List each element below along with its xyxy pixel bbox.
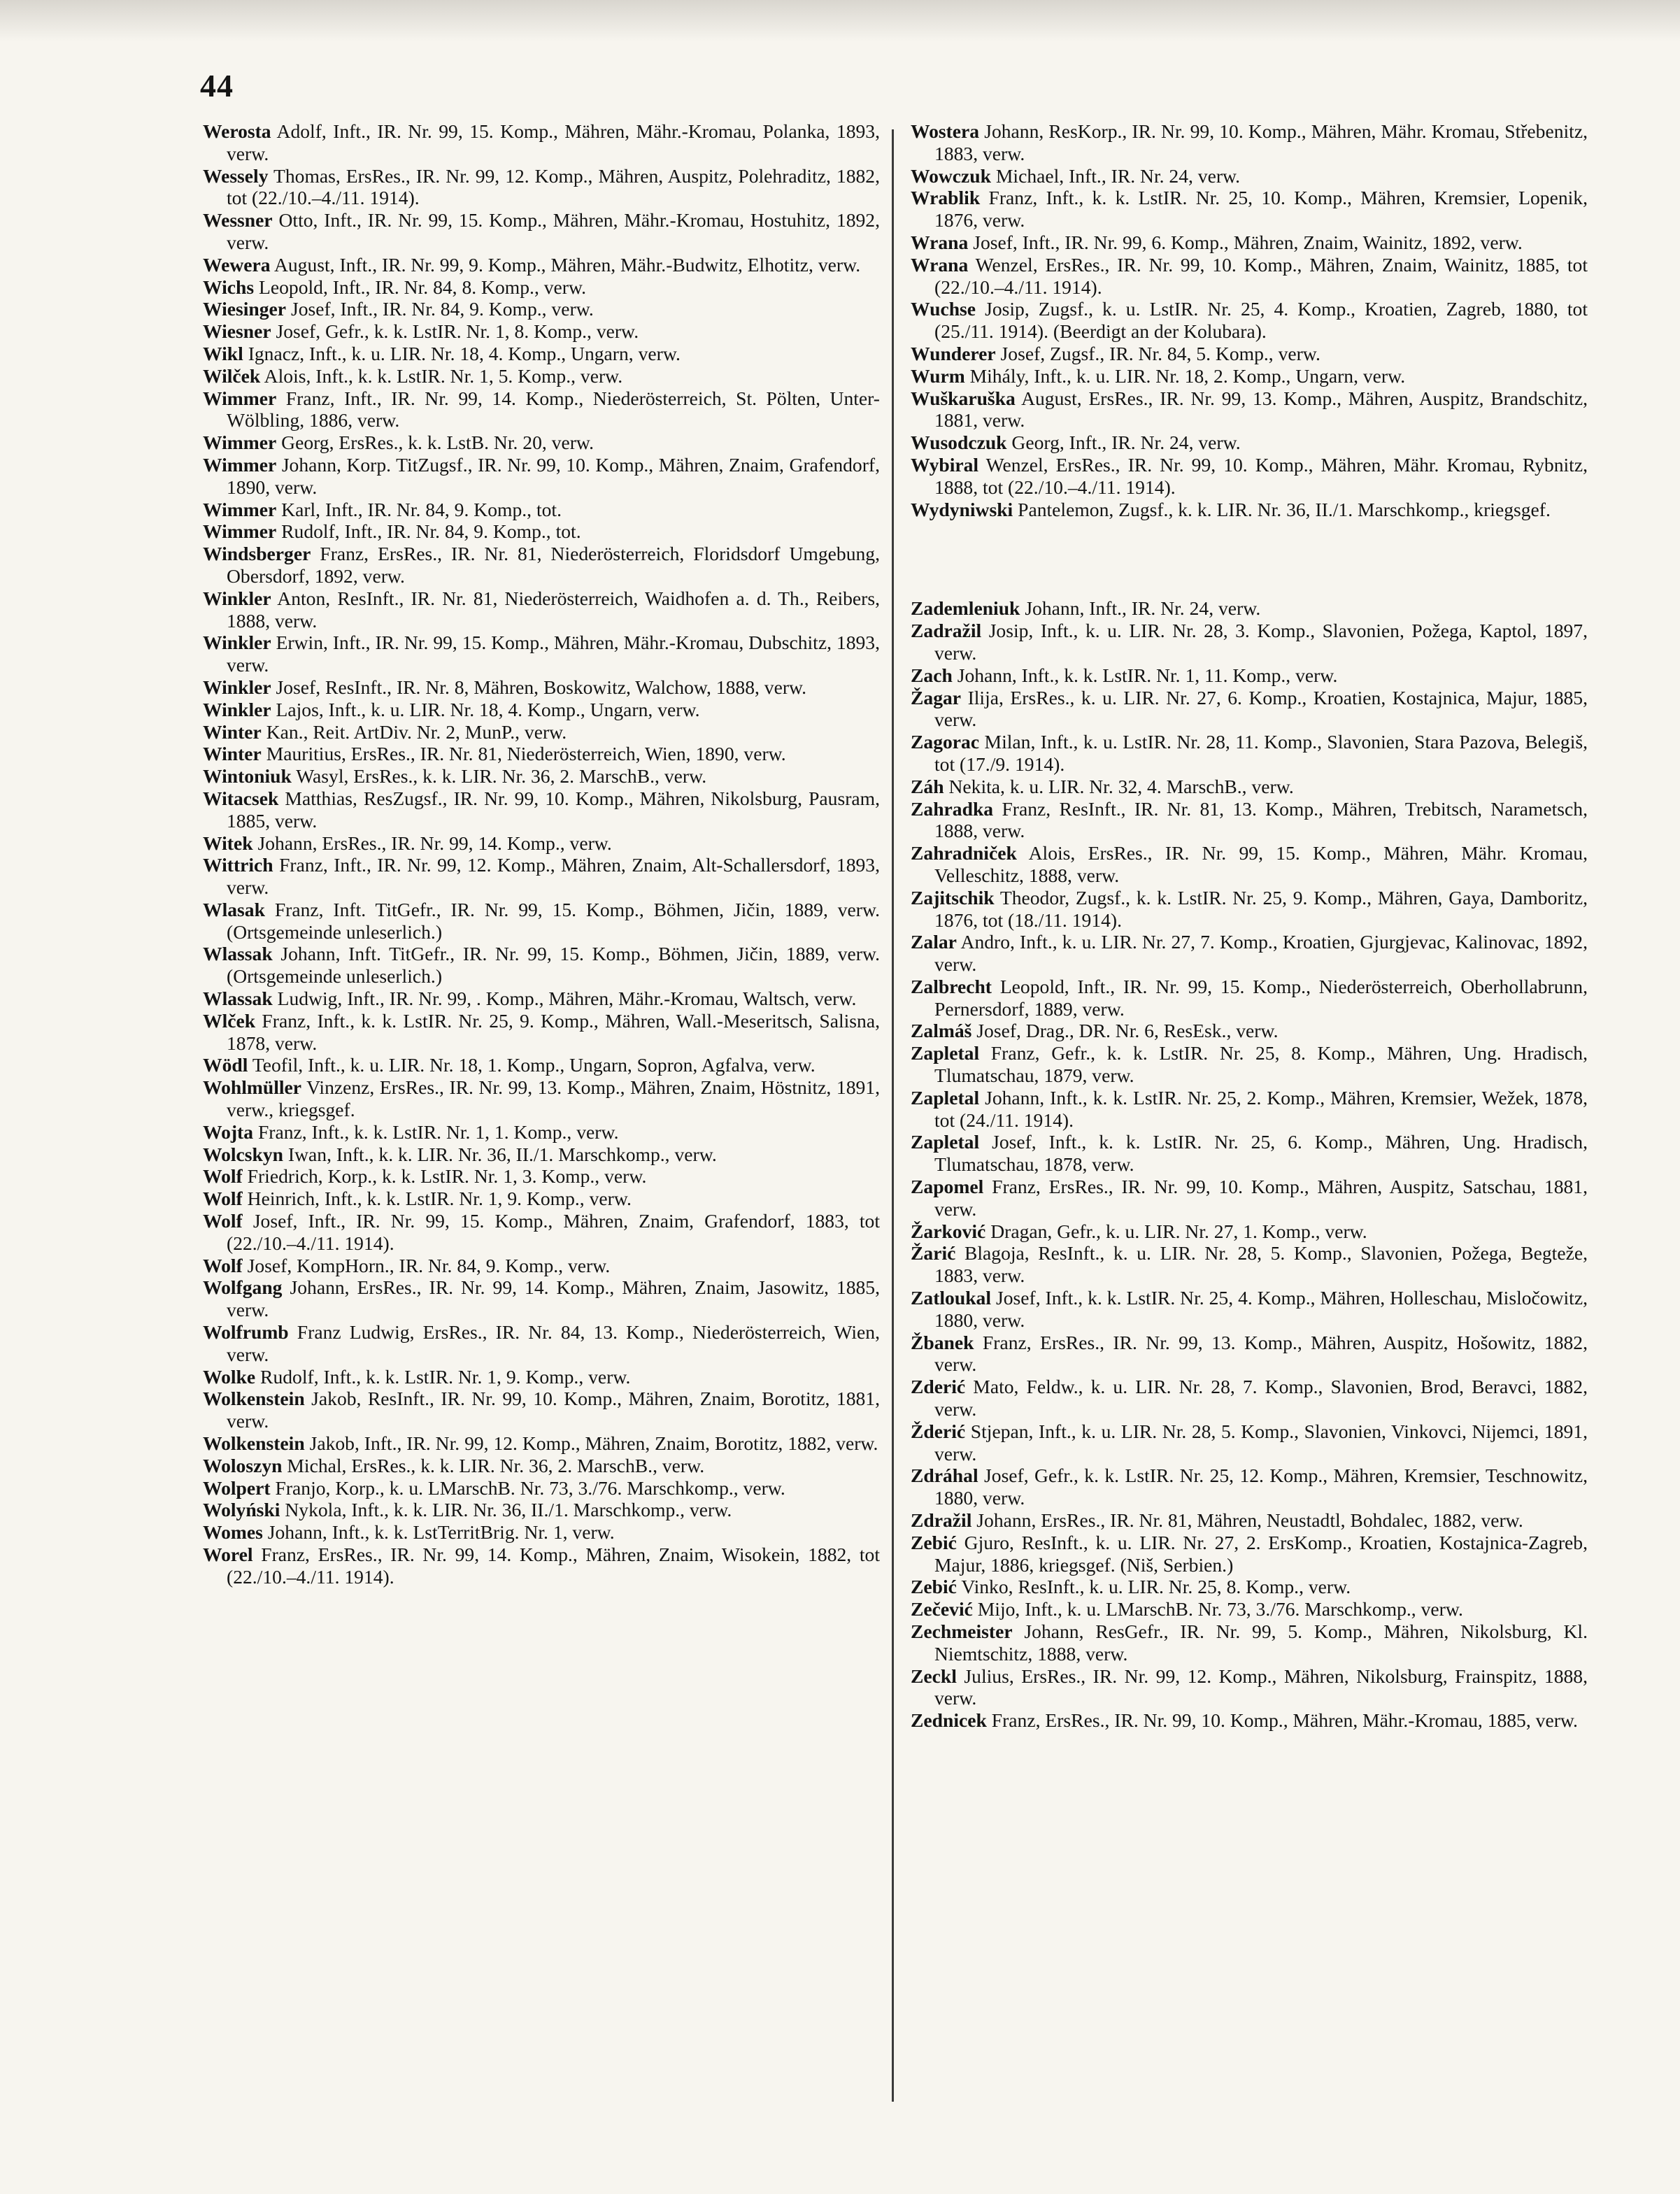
entry-surname: Wittrich	[203, 854, 273, 876]
register-entry	[911, 1598, 1588, 1620]
entry-surname: Winkler	[203, 587, 271, 609]
entry-details: Erwin, Inft., IR. Nr. 99, 15. Komp., Mähren, Mähr.-Kromau, Dubschitz, 1893, verw.	[227, 632, 880, 676]
entry-details: Leopold, Inft., IR. Nr. 99, 15. Komp., Niederösterreich, Oberhollabrunn, Pernersdorf, 1889, verw.	[934, 975, 1588, 1020]
entry-surname: Windsberger	[203, 543, 311, 565]
register-entry	[203, 1255, 880, 1277]
section-gap	[911, 520, 1588, 597]
entry-surname: Wlassak	[203, 988, 273, 1010]
entry-surname: Wewera	[203, 253, 271, 276]
entry-surname: Wimmer	[203, 453, 277, 476]
register-entry	[203, 432, 880, 454]
entry-details: Anton, ResInft., IR. Nr. 81, Niederösterreich, Waidhofen a. d. Th., Reibers, 1888, verw.	[227, 587, 880, 632]
entry-surname: Wessely	[203, 164, 269, 187]
entry-surname: Wimmer	[203, 498, 277, 520]
entry-surname: Žderić	[911, 1420, 966, 1442]
entry-details: Andro, Inft., k. u. LIR. Nr. 27, 7. Komp., Kroatien, Gjurgjevac, Kalinovac, 1892, verw.	[934, 931, 1588, 976]
register-entry	[203, 899, 880, 943]
entry-surname: Wolfrumb	[203, 1321, 289, 1344]
entry-surname: Werosta	[203, 120, 271, 142]
entry-details: Franz, ErsRes., IR. Nr. 99, 14. Komp., Mähren, Znaim, Wisokein, 1882, tot (22./10.–4./11. 1914).	[227, 1544, 881, 1588]
entry-surname: Wolkenstein	[203, 1432, 305, 1455]
register-entry	[911, 1709, 1588, 1732]
register-entry	[911, 1332, 1588, 1376]
register-entry	[203, 1076, 880, 1121]
scan-edge	[0, 0, 1680, 42]
register-entry	[203, 276, 880, 299]
register-entry	[203, 1165, 880, 1188]
entry-surname: Wiesinger	[203, 298, 287, 320]
register-entry	[911, 1376, 1588, 1420]
entry-surname: Zdražil	[911, 1509, 972, 1532]
entry-details: Matthias, ResZugsf., IR. Nr. 99, 10. Komp., Mähren, Nikolsburg, Pausram, 1885, verw.	[227, 787, 880, 832]
entry-surname: Zademleniuk	[911, 597, 1020, 620]
entry-details: Vinzenz, ErsRes., IR. Nr. 99, 13. Komp., Mähren, Znaim, Höstnitz, 1891, verw., kriegsgef.	[227, 1076, 880, 1121]
entry-details: Franjo, Korp., k. u. LMarschB. Nr. 73, 3./76. Marschkomp., verw.	[275, 1476, 785, 1499]
register-entry	[911, 254, 1588, 299]
entry-surname: Zajitschik	[911, 886, 995, 909]
entry-details: Franz, ErsRes., IR. Nr. 99, 10. Komp., Mähren, Mähr.-Kromau, 1885, verw.	[991, 1709, 1578, 1732]
entry-surname: Winkler	[203, 676, 271, 698]
entry-details: Josef, Zugsf., IR. Nr. 84, 5. Komp., verw.	[1000, 342, 1320, 364]
entry-details: Franz, ErsRes., IR. Nr. 99, 10. Komp., Mähren, Auspitz, Satschau, 1881, verw.	[934, 1176, 1588, 1220]
entry-surname: Wödl	[203, 1054, 248, 1076]
register-entry	[203, 1366, 880, 1388]
entry-details: Josef, KompHorn., IR. Nr. 84, 9. Komp., verw.	[247, 1254, 611, 1276]
entry-details: Thomas, ErsRes., IR. Nr. 99, 12. Komp., Mähren, Auspitz, Polehraditz, 1882, tot (22./10.–4./11. 1914).	[227, 164, 880, 209]
register-entry	[203, 743, 880, 765]
entry-surname: Wolke	[203, 1365, 256, 1388]
register-entry	[911, 1509, 1588, 1532]
register-entry	[203, 988, 880, 1010]
register-entry	[203, 788, 880, 832]
entry-details: Ilija, ErsRes., k. u. LIR. Nr. 27, 6. Komp., Kroatien, Kostajnica, Majur, 1885, verw.	[934, 686, 1588, 731]
register-entry	[203, 1544, 880, 1588]
entry-surname: Wolyński	[203, 1499, 280, 1521]
entry-surname: Wuchse	[911, 298, 976, 320]
entry-details: Franz Ludwig, ErsRes., IR. Nr. 84, 13. Komp., Niederösterreich, Wien, verw.	[227, 1321, 880, 1365]
column-divider	[892, 129, 894, 2102]
entry-surname: Žagar	[911, 686, 962, 708]
entry-details: Dragan, Gefr., k. u. LIR. Nr. 27, 1. Komp., verw.	[990, 1220, 1367, 1242]
entry-details: Josip, Zugsf., k. u. LstIR. Nr. 25, 4. Komp., Kroatien, Zagreb, 1880, tot (25./11. 1914). (Beerdigt an der Kolubara).	[934, 298, 1588, 343]
register-entry	[911, 432, 1588, 454]
entry-details: Johann, Inft. TitGefr., IR. Nr. 99, 15. Komp., Böhmen, Jičin, 1889, verw. (Ortsgemeinde unleserlich.)	[227, 943, 880, 988]
entry-surname: Zadražil	[911, 620, 982, 642]
entry-details: Mijo, Inft., k. u. LMarschB. Nr. 73, 3./76. Marschkomp., verw.	[977, 1598, 1463, 1620]
page-number: 44	[200, 68, 234, 104]
entry-details: Franz, ErsRes., IR. Nr. 99, 13. Komp., Mähren, Auspitz, Hošowitz, 1882, verw.	[934, 1331, 1588, 1376]
entry-details: Franz, Inft., IR. Nr. 99, 12. Komp., Mähren, Znaim, Alt-Schallersdorf, 1893, verw.	[227, 854, 880, 899]
entry-surname: Wlasak	[203, 898, 265, 920]
entry-surname: Žbanek	[911, 1331, 974, 1353]
right-column	[911, 120, 1588, 1732]
entry-surname: Zapomel	[911, 1176, 984, 1198]
register-entry	[203, 1054, 880, 1076]
register-entry	[911, 842, 1588, 887]
register-entry	[203, 165, 880, 210]
register-entry	[911, 887, 1588, 932]
register-entry	[203, 1276, 880, 1321]
register-entry	[911, 976, 1588, 1020]
entry-details: Johann, Inft., k. k. LstIR. Nr. 25, 2. Komp., Mähren, Kremsier, Wežek, 1878, tot (24./11. 1914).	[934, 1086, 1588, 1131]
entry-details: Milan, Inft., k. u. LstIR. Nr. 28, 11. Komp., Slavonien, Stara Pazova, Belegiš, tot (17./9. 1914).	[934, 731, 1588, 775]
right-column-z-section	[911, 597, 1588, 1732]
entry-details: Leopold, Inft., IR. Nr. 84, 8. Komp., verw.	[259, 276, 587, 298]
entry-details: Rudolf, Inft., k. k. LstIR. Nr. 1, 9. Komp., verw.	[260, 1365, 631, 1388]
entry-details: Ignacz, Inft., k. u. LIR. Nr. 18, 4. Komp., Ungarn, verw.	[248, 342, 681, 364]
register-entry	[911, 120, 1588, 165]
entry-surname: Wrana	[911, 253, 969, 276]
entry-details: Mato, Feldw., k. u. LIR. Nr. 28, 7. Komp., Slavonien, Brod, Beravci, 1882, verw.	[934, 1376, 1588, 1420]
register-entry	[203, 632, 880, 676]
entry-details: Josef, Inft., IR. Nr. 84, 9. Komp., verw.	[290, 298, 594, 320]
entry-details: Vinko, ResInft., k. u. LIR. Nr. 25, 8. Komp., verw.	[961, 1576, 1351, 1598]
register-entry	[203, 1477, 880, 1500]
entry-details: Franz, Gefr., k. k. LstIR. Nr. 25, 8. Komp., Mähren, Ung. Hradisch, Tlumatschau, 1879, verw.	[934, 1042, 1588, 1087]
entry-surname: Wybiral	[911, 453, 979, 476]
entry-surname: Wowczuk	[911, 164, 991, 187]
register-entry	[911, 1176, 1588, 1220]
entry-surname: Wolfgang	[203, 1276, 283, 1299]
entry-details: Josef, Inft., IR. Nr. 99, 6. Komp., Mähren, Znaim, Wainitz, 1892, verw.	[973, 231, 1523, 253]
entry-surname: Wintoniuk	[203, 765, 292, 788]
entry-details: Johann, ResKorp., IR. Nr. 99, 10. Komp., Mähren, Mähr. Kromau, Střebenitz, 1883, verw.	[934, 120, 1588, 164]
entry-surname: Worel	[203, 1544, 253, 1565]
entry-details: Josef, Drag., DR. Nr. 6, ResEsk., verw.	[976, 1020, 1279, 1042]
entry-details: Johann, ResGefr., IR. Nr. 99, 5. Komp., Mähren, Nikolsburg, Kl. Niemtschitz, 1888, verw.	[934, 1620, 1588, 1665]
entry-details: Mauritius, ErsRes., IR. Nr. 81, Niederösterreich, Wien, 1890, verw.	[266, 743, 786, 765]
register-entry	[911, 1020, 1588, 1042]
entry-details: Franz, ErsRes., IR. Nr. 81, Niederösterreich, Floridsdorf Umgebung, Obersdorf, 1892, verw.	[227, 543, 880, 587]
register-entry	[203, 1388, 880, 1432]
entry-surname: Winkler	[203, 698, 271, 720]
entry-details: Franz, Inft. TitGefr., IR. Nr. 99, 15. Komp., Böhmen, Jičin, 1889, verw. (Ortsgemeinde unleserlich.)	[227, 898, 880, 943]
entry-surname: Wurm	[911, 364, 965, 387]
register-entry	[911, 454, 1588, 499]
entry-surname: Zahradniček	[911, 842, 1017, 864]
entry-surname: Winter	[203, 720, 262, 743]
entry-surname: Zatloukal	[911, 1287, 992, 1309]
entry-details: Josef, Inft., k. k. LstIR. Nr. 25, 4. Komp., Mähren, Holleschau, Misločowitz, 1880, verw.	[934, 1287, 1588, 1331]
entry-surname: Womes	[203, 1521, 263, 1544]
entry-details: Michal, ErsRes., k. k. LIR. Nr. 36, 2. MarschB., verw.	[287, 1454, 705, 1476]
entry-details: Wenzel, ErsRes., IR. Nr. 99, 10. Komp., Mähren, Mähr. Kromau, Rybnitz, 1888, tot (22./10.–4./11. 1914).	[934, 453, 1588, 498]
entry-surname: Wydyniwski	[911, 498, 1013, 520]
entry-surname: Zagorac	[911, 731, 980, 753]
register-entry	[911, 798, 1588, 843]
register-entry	[911, 1620, 1588, 1665]
entry-details: Michael, Inft., IR. Nr. 24, verw.	[995, 164, 1241, 187]
entry-details: Lajos, Inft., k. u. LIR. Nr. 18, 4. Komp., Ungarn, verw.	[276, 698, 700, 720]
entry-surname: Wikl	[203, 342, 243, 364]
entry-details: August, ErsRes., IR. Nr. 99, 13. Komp., Mähren, Auspitz, Brandschitz, 1881, verw.	[934, 387, 1588, 432]
register-entry	[203, 765, 880, 788]
entry-surname: Wimmer	[203, 520, 277, 543]
entry-surname: Zapletal	[911, 1131, 980, 1153]
entry-surname: Záh	[911, 775, 944, 797]
entry-surname: Zdráhal	[911, 1465, 978, 1487]
register-entry	[203, 943, 880, 988]
entry-details: Wenzel, ErsRes., IR. Nr. 99, 10. Komp., Mähren, Znaim, Wainitz, 1885, tot (22./10.–4./11. 1914).	[934, 253, 1588, 298]
entry-surname: Zapletal	[911, 1086, 980, 1109]
register-entry	[203, 676, 880, 699]
entry-surname: Žarić	[911, 1242, 956, 1265]
register-entry	[203, 520, 880, 543]
entry-surname: Wessner	[203, 209, 273, 231]
register-entry	[911, 187, 1588, 231]
register-entry	[203, 499, 880, 521]
register-entry	[203, 854, 880, 899]
entry-details: Josef, Gefr., k. k. LstIR. Nr. 25, 12. Komp., Mähren, Kremsier, Teschnowitz, 1880, verw.	[934, 1465, 1588, 1509]
entry-details: Ludwig, Inft., IR. Nr. 99, . Komp., Mähren, Mähr.-Kromau, Waltsch, verw.	[277, 988, 857, 1010]
register-entry	[203, 298, 880, 320]
register-entry	[203, 365, 880, 387]
entry-details: Franz, Inft., k. k. LstIR. Nr. 25, 10. Komp., Mähren, Kremsier, Lopenik, 1876, verw.	[934, 187, 1588, 231]
entry-surname: Wuškaruška	[911, 387, 1016, 409]
left-column	[203, 120, 880, 1588]
register-entry	[203, 1432, 880, 1455]
entry-surname: Wrablik	[911, 187, 981, 209]
entry-details: Theodor, Zugsf., k. k. LstIR. Nr. 25, 9. Komp., Mähren, Gaya, Damboritz, 1876, tot (18./11. 1914).	[934, 886, 1588, 931]
entry-surname: Wunderer	[911, 342, 996, 364]
entry-details: Johann, Inft., k. k. LstTerritBrig. Nr. 1, verw.	[267, 1521, 615, 1544]
register-entry	[911, 1665, 1588, 1710]
entry-surname: Wolpert	[203, 1476, 271, 1499]
entry-surname: Zalmáš	[911, 1020, 972, 1042]
entry-surname: Wolf	[203, 1188, 243, 1210]
entry-details: Julius, ErsRes., IR. Nr. 99, 12. Komp., Mähren, Nikolsburg, Frainspitz, 1888, verw.	[934, 1665, 1588, 1709]
entry-details: Georg, Inft., IR. Nr. 24, verw.	[1011, 432, 1241, 454]
register-entry	[203, 1010, 880, 1055]
register-entry	[203, 454, 880, 499]
entry-surname: Wichs	[203, 276, 255, 298]
entry-surname: Witacsek	[203, 787, 279, 809]
register-entry	[911, 731, 1588, 776]
entry-details: Jakob, Inft., IR. Nr. 99, 12. Komp., Mähren, Znaim, Borotitz, 1882, verw.	[309, 1432, 878, 1455]
entry-surname: Zečević	[911, 1598, 973, 1620]
entry-surname: Wolf	[203, 1254, 243, 1276]
register-entry	[911, 1576, 1588, 1598]
entry-surname: Zahradka	[911, 797, 994, 820]
entry-details: Friedrich, Korp., k. k. LstIR. Nr. 1, 3. Komp., verw.	[247, 1165, 647, 1188]
entry-details: Josef, ResInft., IR. Nr. 8, Mähren, Boskowitz, Walchow, 1888, verw.	[276, 676, 807, 698]
register-entry	[203, 320, 880, 343]
register-entry	[911, 620, 1588, 664]
register-entry	[911, 1220, 1588, 1243]
entry-surname: Zednicek	[911, 1709, 987, 1732]
entry-details: Johann, ErsRes., IR. Nr. 99, 14. Komp., Mähren, Znaim, Jasowitz, 1885, verw.	[227, 1276, 880, 1321]
register-entry	[203, 1455, 880, 1477]
register-entry	[911, 931, 1588, 976]
entry-surname: Wolf	[203, 1165, 243, 1188]
entry-surname: Woloszyn	[203, 1454, 283, 1476]
entry-surname: Zapletal	[911, 1042, 980, 1064]
entry-details: Josef, Inft., IR. Nr. 99, 15. Komp., Mähren, Znaim, Grafendorf, 1883, tot (22./10.–4./11. 1914).	[227, 1210, 880, 1254]
entry-details: Josef, Inft., k. k. LstIR. Nr. 25, 6. Komp., Mähren, Ung. Hradisch, Tlumatschau, 1878, verw.	[934, 1131, 1588, 1176]
register-entry	[203, 1121, 880, 1144]
entry-details: Otto, Inft., IR. Nr. 99, 15. Komp., Mähren, Mähr.-Kromau, Hostuhitz, 1892, verw.	[227, 209, 880, 253]
right-column-w-section	[911, 120, 1588, 520]
entry-details: Franz, Inft., k. k. LstIR. Nr. 1, 1. Komp., verw.	[257, 1120, 619, 1143]
entry-surname: Zechmeister	[911, 1620, 1013, 1642]
entry-surname: Wlassak	[203, 943, 273, 965]
entry-surname: Wolcskyn	[203, 1143, 284, 1165]
register-entry	[203, 209, 880, 254]
entry-surname: Zalbrecht	[911, 975, 992, 997]
entry-surname: Witek	[203, 832, 253, 854]
entry-details: Alois, Inft., k. k. LstIR. Nr. 1, 5. Komp., verw.	[264, 364, 623, 387]
register-entry	[203, 343, 880, 365]
entry-details: Nykola, Inft., k. k. LIR. Nr. 36, II./1. Marschkomp., verw.	[285, 1499, 732, 1521]
entry-surname: Wimmer	[203, 387, 277, 409]
entry-details: Stjepan, Inft., k. u. LIR. Nr. 28, 5. Komp., Slavonien, Vinkovci, Nijemci, 1891, verw.	[934, 1420, 1588, 1465]
entry-surname: Wrana	[911, 231, 969, 253]
entry-details: Johann, Korp. TitZugsf., IR. Nr. 99, 10. Komp., Mähren, Znaim, Grafendorf, 1890, verw.	[227, 453, 880, 498]
register-entry	[911, 165, 1588, 187]
register-entry	[203, 832, 880, 855]
register-entry	[911, 387, 1588, 432]
entry-details: Johann, ErsRes., IR. Nr. 81, Mähren, Neustadtl, Bohdalec, 1882, verw.	[976, 1509, 1523, 1532]
register-entry	[203, 1144, 880, 1166]
register-entry	[203, 254, 880, 276]
register-entry	[911, 343, 1588, 365]
entry-surname: Wojta	[203, 1120, 254, 1143]
register-entry	[911, 365, 1588, 387]
register-entry	[203, 543, 880, 587]
entry-details: Teofil, Inft., k. u. LIR. Nr. 18, 1. Komp., Ungarn, Sopron, Agfalva, verw.	[252, 1054, 816, 1076]
entry-surname: Wolkenstein	[203, 1388, 305, 1410]
entry-details: Jakob, ResInft., IR. Nr. 99, 10. Komp., Mähren, Znaim, Borotitz, 1881, verw.	[227, 1388, 880, 1432]
register-entry	[203, 387, 880, 432]
entry-surname: Wostera	[911, 120, 980, 142]
entry-surname: Zebić	[911, 1576, 957, 1598]
entry-details: Franz, Inft., k. k. LstIR. Nr. 25, 9. Komp., Mähren, Wall.-Meseritsch, Salisna, 1878, verw.	[227, 1009, 880, 1054]
entry-details: Kan., Reit. ArtDiv. Nr. 2, MunP., verw.	[266, 720, 567, 743]
entry-details: August, Inft., IR. Nr. 99, 9. Komp., Mähren, Mähr.-Budwitz, Elhotitz, verw.	[273, 253, 861, 276]
register-entry	[911, 1420, 1588, 1465]
entry-details: Pantelemon, Zugsf., k. k. LIR. Nr. 36, II./1. Marschkomp., kriegsgef.	[1018, 498, 1551, 520]
entry-details: Rudolf, Inft., IR. Nr. 84, 9. Komp., tot.	[281, 520, 581, 543]
register-entry	[203, 721, 880, 743]
register-entry	[911, 1532, 1588, 1576]
register-entry	[911, 1042, 1588, 1087]
entry-details: Adolf, Inft., IR. Nr. 99, 15. Komp., Mähren, Mähr.-Kromau, Polanka, 1893, verw.	[227, 120, 880, 164]
entry-details: Franz, ResInft., IR. Nr. 81, 13. Komp., Mähren, Trebitsch, Narametsch, 1888, verw.	[934, 797, 1588, 842]
entry-surname: Žarković	[911, 1220, 986, 1242]
register-entry	[203, 1188, 880, 1210]
entry-surname: Wiesner	[203, 320, 271, 343]
entry-details: Josip, Inft., k. u. LIR. Nr. 28, 3. Komp., Slavonien, Požega, Kaptol, 1897, verw.	[934, 620, 1588, 664]
register-entry	[203, 1210, 880, 1255]
entry-details: Johann, Inft., k. k. LstIR. Nr. 1, 11. Komp., verw.	[957, 664, 1338, 686]
entry-details: Gjuro, ResInft., k. u. LIR. Nr. 27, 2. ErsKomp., Kroatien, Kostajnica-Zagreb, Majur, 1886, kriegsgef. (Niš, Serbien.)	[934, 1531, 1588, 1576]
entry-details: Johann, Inft., IR. Nr. 24, verw.	[1025, 597, 1261, 620]
register-entry	[203, 1499, 880, 1521]
entry-surname: Zalar	[911, 931, 957, 953]
register-entry	[203, 699, 880, 721]
register-entry	[203, 1521, 880, 1544]
register-entry	[911, 776, 1588, 798]
entry-surname: Zach	[911, 664, 953, 686]
register-entry	[911, 1131, 1588, 1176]
register-entry	[911, 664, 1588, 687]
entry-surname: Winter	[203, 743, 262, 765]
entry-surname: Wolf	[203, 1210, 243, 1232]
register-entry	[911, 687, 1588, 732]
register-entry	[911, 597, 1588, 620]
entry-surname: Wilček	[203, 364, 261, 387]
entry-surname: Winkler	[203, 632, 271, 654]
register-entry	[911, 1242, 1588, 1287]
entry-details: Heinrich, Inft., k. k. LstIR. Nr. 1, 9. Komp., verw.	[247, 1188, 632, 1210]
register-entry	[203, 120, 880, 165]
entry-details: Karl, Inft., IR. Nr. 84, 9. Komp., tot.	[281, 498, 562, 520]
entry-details: Nekita, k. u. LIR. Nr. 32, 4. MarschB., verw.	[948, 775, 1294, 797]
entry-details: Blagoja, ResInft., k. u. LIR. Nr. 28, 5. Komp., Slavonien, Požega, Begteže, 1883, verw.	[934, 1242, 1588, 1287]
register-entry	[911, 298, 1588, 343]
entry-details: Franz, Inft., IR. Nr. 99, 14. Komp., Niederösterreich, St. Pölten, Unter-Wölbling, 1886, verw.	[227, 387, 880, 432]
entry-surname: Wusodczuk	[911, 432, 1007, 454]
entry-surname: Wohlmüller	[203, 1076, 302, 1099]
entry-details: Wasyl, ErsRes., k. k. LIR. Nr. 36, 2. MarschB., verw.	[296, 765, 707, 788]
register-entry	[911, 231, 1588, 254]
entry-details: Mihály, Inft., k. u. LIR. Nr. 18, 2. Komp., Ungarn, verw.	[969, 364, 1406, 387]
register-entry	[911, 1087, 1588, 1132]
register-entry	[203, 587, 880, 632]
entry-details: Iwan, Inft., k. k. LIR. Nr. 36, II./1. Marschkomp., verw.	[287, 1143, 717, 1165]
entry-details: Josef, Gefr., k. k. LstIR. Nr. 1, 8. Komp., verw.	[276, 320, 639, 343]
entry-surname: Zebić	[911, 1531, 957, 1553]
register-entry	[911, 1287, 1588, 1332]
entry-surname: Wimmer	[203, 432, 277, 454]
entry-details: Johann, ErsRes., IR. Nr. 99, 14. Komp., verw.	[257, 832, 612, 854]
entry-surname: Zderić	[911, 1376, 966, 1398]
register-entry	[911, 1465, 1588, 1509]
register-entry	[911, 499, 1588, 521]
register-entry	[203, 1321, 880, 1366]
entry-surname: Zeckl	[911, 1665, 957, 1687]
entry-details: Alois, ErsRes., IR. Nr. 99, 15. Komp., Mähren, Mähr. Kromau, Velleschitz, 1888, verw.	[934, 842, 1588, 886]
entry-details: Georg, ErsRes., k. k. LstB. Nr. 20, verw.	[281, 432, 594, 454]
entry-surname: Wlček	[203, 1009, 256, 1032]
